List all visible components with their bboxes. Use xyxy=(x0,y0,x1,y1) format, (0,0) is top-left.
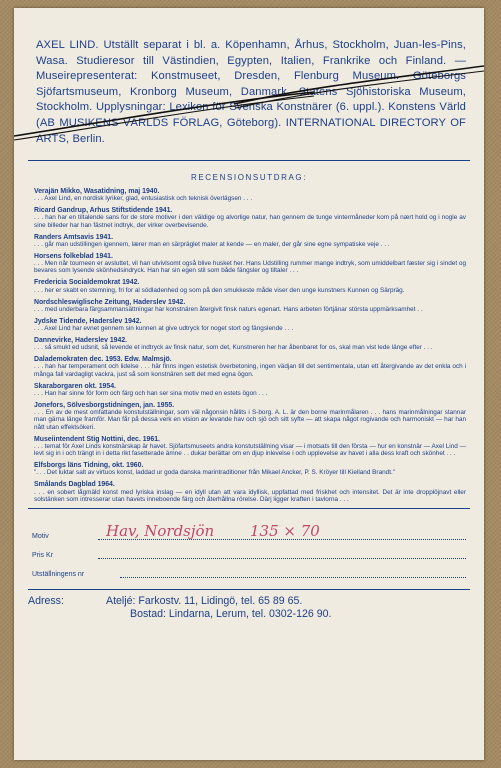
review-item xyxy=(34,188,466,203)
section-title: RECENSIONSUTDRAG: xyxy=(190,173,308,182)
bostad-address: Bostad: Lindarna, Lerum, tel. 0302-126 90. xyxy=(130,607,332,620)
motiv-size-handwriting: 135 × 70 xyxy=(250,521,320,540)
adress-label: Adress: xyxy=(28,594,64,607)
review-text: ". . . Det luktar salt av virtuos konst, laddad ur goda danska marintraditioner från Mikael Ancker, P. S. Kröyer till Kielland Brandt." xyxy=(34,469,396,477)
review-text: . . . her er skabt en stemning, fri for al södladenhed og som på den smukkeste måde viser den unge kunstners Kunnen og Särpräg. xyxy=(34,286,405,294)
review-source: Randers Amtsavis 1941. xyxy=(34,233,114,241)
review-source: Fredericia Socialdemokrat 1942. xyxy=(34,279,140,287)
review-source: Ricard Gandrup, Arhus Stiftstidende 1941. xyxy=(34,207,173,215)
review-item xyxy=(34,279,466,294)
utstallning-line xyxy=(120,577,466,578)
document-sheet xyxy=(14,8,484,760)
review-text: . . . går man udstillingen igennem, lærer man en särpräglet maler at kende — en maler, der går sine egne sympatiske veje . . . xyxy=(34,240,390,248)
review-source: Elfsborgs läns Tidning, okt. 1960. xyxy=(34,462,144,470)
review-item xyxy=(34,356,466,378)
review-list xyxy=(28,188,470,503)
motiv-handwriting: Hav, Nordsjön xyxy=(106,521,215,540)
motiv-label: Motiv xyxy=(32,532,49,540)
review-item xyxy=(34,234,466,249)
review-item xyxy=(34,462,466,477)
artwork-form xyxy=(28,519,470,581)
review-item xyxy=(34,253,466,275)
review-item xyxy=(34,481,466,503)
review-text: . . . så smukt ed udsnit, så levende et indtryck av finsk natur, som det, Kunstneren her har åbenbaret for os, skal man vist lede länge efter . . . xyxy=(34,344,433,352)
review-item xyxy=(34,436,466,458)
artist-bio: AXEL LIND. Utställt separat i bl. a. Köpenhamn, Århus, Stockholm, Juan-les-Pins, Wasa. Studieresor till Västindien, Egypten, Italien, Frankrike och Finland. — Museirepresenterat: Konstmuseet, Dresden, Flenburg Museum. Göteborgs Sjöfartsmuseum, Kronborg Museum, Danmark. Statens Sjöhistoriska Museum, Stockholm. Upplysningar: Lexikon för Svenska Konstnärer (6. uppl.). Konstens Värld (AB MUSIKENS VÄRLDS FÖRLAG, Göteborg). INTERNATIONAL DIRECTORY OF ARTS, Berlin. xyxy=(36,39,466,145)
motiv-row xyxy=(28,519,470,543)
review-source: Smålands Dagblad 1964. xyxy=(34,481,115,489)
utstallning-row xyxy=(28,562,470,581)
review-text: . . . Han har sinne för form och färg och han ser sina motiv med en estets ögon . . . xyxy=(34,389,268,397)
review-text: . . . En av de mest omfattande konstutställningar, som väl någonsin hållits i S-borg. A. L. är den borne marinmålaren . . . hans marinmålningar stannar man gärna länge framför. Man får på dessa verk en vision av levande hav och sjö och sitt syfte — att skapa något rogivande och harmoniskt — har han nått utan effektsökeri. xyxy=(34,409,466,431)
review-item xyxy=(34,383,466,398)
review-item xyxy=(34,318,466,333)
review-source: Horsens folkeblad 1941. xyxy=(34,252,113,260)
review-source: Skaraborgaren okt. 1954. xyxy=(34,382,116,390)
review-item xyxy=(34,299,466,314)
review-source: Dalademokraten dec. 1953. Edw. Malmsjö. xyxy=(34,356,172,364)
address-row-ateljé xyxy=(28,595,470,608)
review-text: . . . han har temperament och lidelse . . . här finns ingen estetisk överbetoning, ingen vädjan till det sentimentala, utan ett återgivande av det enkla och i många fall vardagligt vackra, just så som konstnären sett det med egna ögon. xyxy=(34,363,466,378)
review-text: . . . Axel Lind har evnet gennem sin kunnen at give udtryck for noget stort og fängslende . . . xyxy=(34,325,294,333)
review-source: Museiintendent Stig Nottini, dec. 1961. xyxy=(34,435,160,443)
review-source: Jydske Tidende, Haderslev 1942. xyxy=(34,317,142,325)
review-text: . . . Axel Lind, en nordisk lyriker, glad, entusiastisk och teknisk överlägsen . . . xyxy=(34,195,253,203)
review-source: Dannevirke, Haderslev 1942. xyxy=(34,336,128,344)
review-source: Verajän Mikko, Wasatidning, maj 1940. xyxy=(34,188,160,195)
pris-line xyxy=(98,558,466,559)
review-item xyxy=(34,402,466,431)
address-row-bostad xyxy=(28,608,470,621)
divider-top xyxy=(28,160,470,161)
review-text: . . . han har en tiltalende sans for de store motiver i den väldige og alvorlige natur, han gennem de tunge vintermåneder kom på nært hold og i nogle av sine billeder har han fästnet indtryk, der virker overbevisende. xyxy=(34,214,466,229)
review-source: Jonefors, Sölvesborgstidningen, jan. 1955. xyxy=(34,401,175,409)
review-item xyxy=(34,207,466,229)
pris-label: Pris Kr xyxy=(32,551,53,559)
review-text: . . . Men når tourneen er avsluttet, vil han utvivlsomt også blive husket her. Hans Udstilling rummer mange indtryk, som umiddelbart fæster sig i sindet og bevares som lysende skönhedsindryck. Han har sin egen stil som både fängsler og tiltaler . . . xyxy=(34,260,466,275)
atelje-address: Ateljé: Farkostv. 11, Lidingö, tel. 65 89 65. xyxy=(106,594,303,607)
review-source: Nordschleswiglische Zeitung, Haderslev 1942. xyxy=(34,298,186,306)
divider-form xyxy=(28,508,470,509)
contact-address xyxy=(28,595,470,621)
review-text: . . . temat för Axel Linds konstnärskap är havet. Sjöfartsmuseets andra konstutställning visar — i motsats till den första — hur en konstnär — Axel Lind — levt sig in i och trängt in i detta rikt fasetterade ämne . . dukar berättar om en djup inlevelse i och upplevelse av havet i alla dess kraft och skönhet . . . xyxy=(34,442,466,458)
utstallning-label: Utställningens nr xyxy=(32,570,85,578)
review-item xyxy=(34,337,466,352)
divider-bottom xyxy=(28,589,470,590)
pris-row xyxy=(28,543,470,562)
review-text: . . . en sobert lågmäld konst med lyriska inslag — en idyll utan att vara idyllisk, uppfattad med friskhet och intensitet. Det är inte dropplöjnavt eller solstänken som intresserar utan havets inneboende färg och återhållna rörelse. Därj ligger kraften i tavlorna . . . xyxy=(34,488,466,503)
review-text: . . . med underbara färgsammansättningar har konstnären återgivit finsk naturs egenart. Hans arbeten förtjänar största uppmärksamhet . . xyxy=(34,305,423,313)
